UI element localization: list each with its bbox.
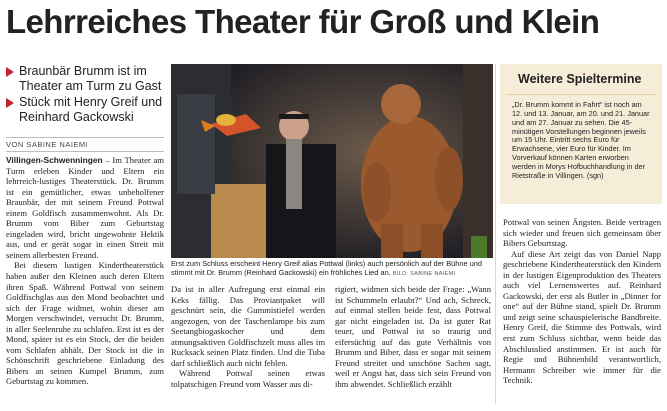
column-divider — [495, 64, 496, 404]
teaser-bullets — [6, 64, 166, 126]
paragraph: rigiert, widmen sich beide der Frage: „Wann ist Schummeln erlaubt?“ Und ach, Schreck, auf einmal stellen beide fest, dass Pottwal gar nicht eingeladen ist. Da ist guter Rat teuer, und Pottwal ist so traurig und eifersüchtig auf das gute Verhältnis von Brumm und Biber, dass er sogar mit seinem Freund streitet und unschöne Sachen sagt, weil er Angst hat, dass sich sein Freund von ihm abwendet. Schließlich erzählt — [335, 284, 491, 389]
article-column-4 — [503, 217, 661, 386]
bullet-1 — [6, 64, 166, 94]
info-box-title: Weitere Spieltermine — [506, 64, 656, 95]
caption-text: Erst zum Schluss erscheint Henry Greif alias Pottwal (links) auch persönlich auf der Bühne und stimmt mit Dr. Brumm (Reinhard Gackowski) ein fröhliches Lied an. — [171, 259, 482, 277]
arrow-right-icon — [6, 98, 14, 108]
photo-caption — [171, 259, 493, 279]
paragraph: Auf diese Art zeigt das von Daniel Napp geschriebene Kindertheaterstück den Kindern in der lustigen Eigenproduktion des Theaters auch viel Lernenswertes auf. Reinhard Gackowski, der erst als Butler in „Dinner for one“ auf der Bühne stand, spielt Dr. Brumm und zeigt seine schauspielerische Bandbreite. Henry Greif, die Stimme des Pottwals, wird erst zum Schluss sichtbar, wenn beide das Abschlusslied anstimmen. Er ist auch für Regie und Bühnenbild verantwortlich, Hermann Schreiber wie immer für die Technik. — [503, 248, 661, 386]
byline: VON SABINE NAIEMI — [6, 137, 164, 152]
info-box — [500, 64, 662, 204]
paragraph: – Im Theater am Turm erleben Kinder und Eltern ein lehrreich-lustiges Theaterstück. Dr. Brumm ist ein gemütlicher, etwas unbeholfener Braunbär, der mit seinem Freund Pottwal einem Goldfisch zusammenwohnt. Als Dr. Brumm vom Biber zum Geburtstag eingeladen wird, bricht ungewohnte Hektik aus, und er gerät sogar in einen Streit mit seinem allerbesten Freund. — [6, 155, 164, 260]
bullet-2 — [6, 95, 166, 125]
bullet-text: Braunbär Brumm ist im Theater am Turm zu Gast — [19, 64, 162, 93]
arrow-right-icon — [6, 67, 14, 77]
headline: Lehrreiches Theater für Groß und Klein — [6, 3, 600, 40]
photo-credit: BILD: SABINE NAIEMI — [392, 271, 456, 277]
paragraph: Pottwal von seinen Ängsten. Beide vertragen sich wieder und freuen sich gemeinsam über Bibers Geburtstag. — [503, 217, 661, 249]
paragraph: Bei diesem lustigen Kindertheaterstück haben außer den Kleinen auch deren Eltern ihren Spaß. Während Pottwal von seinem Goldfischglas aus den Mond beobachtet und sich der Frage widmet, wohin dieser am Morgen verschwindet, versucht Dr. Brumm, in aller Seelenruhe zu schlafen. Erst ist es der Mond, später ist es ein Stock, der die beiden vom Schlafen abhält. Der Stock ist die in Schönschrift geschriebene Einladung des Bibers an seinen Kumpel Brumm, zum Geburtstag zu kommen. — [6, 260, 164, 387]
article-photo — [171, 64, 493, 258]
bullet-text: Stück mit Henry Greif und Reinhard Gackowski — [19, 95, 163, 124]
article-column-2 — [171, 284, 325, 389]
paragraph: Da ist in aller Aufregung erst einmal ein Keks fällig. Das Proviantpaket will geschnürt sein, die Gummistiefel werden angezogen, von der Taschenlampe bis zum Seetangbiogaskocher und dem atmungsaktiven Goldfischzelt muss alles im Rucksack seinen Platz finden. Und die Tuba darf schließlich auch nicht fehlen. — [171, 284, 325, 368]
article-column-3 — [335, 284, 491, 389]
info-box-text: „Dr. Brumm kommt in Fahrt“ ist noch am 12. und 13. Januar, am 20. und 21. Januar und am 27. Januar zu sehen. Die 45-minütigen Vorstellungen beginnen jeweils um 15 Uhr. Eintritt sechs Euro für Erwachsene, vier Euro für Kinder. Im Vorverkauf können Karten erworben werden in Morys Hofbuchhandlung in der Rietstraße in Villingen. (sgn) — [512, 100, 650, 180]
article-column-1 — [6, 155, 164, 387]
dateline: Villingen-Schwenningen — [6, 155, 103, 165]
stage-photo-illustration — [171, 64, 493, 258]
paragraph: Während Pottwal seinen etwas tolpatschigen Freund vom Wasser aus di- — [171, 368, 325, 389]
